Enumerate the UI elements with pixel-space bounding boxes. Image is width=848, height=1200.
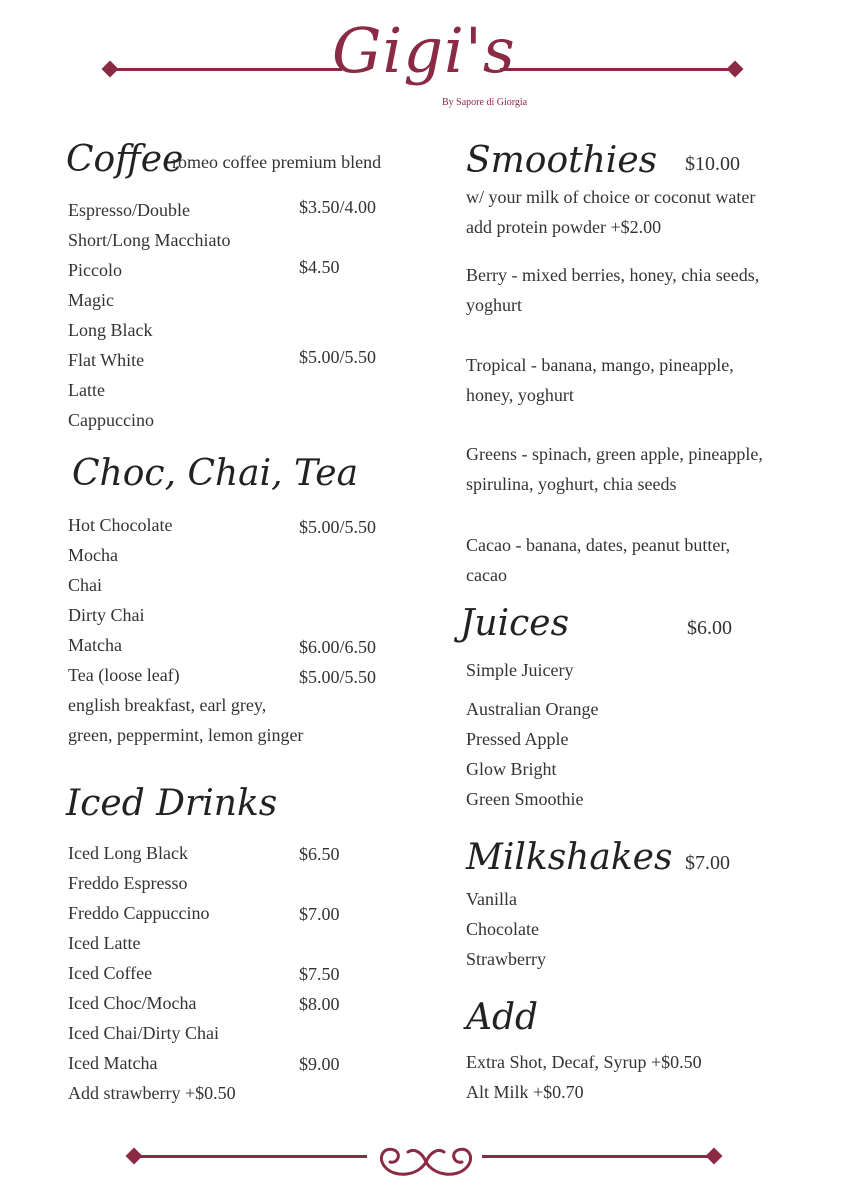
menu-item: Long Black bbox=[68, 320, 153, 340]
item-price: $6.00/6.50 bbox=[299, 637, 377, 657]
item-price: $4.50 bbox=[299, 257, 340, 277]
menu-item: Iced Latte bbox=[68, 933, 141, 953]
scroll-flourish-icon bbox=[368, 1136, 484, 1184]
menu-item: Piccolo bbox=[68, 260, 122, 280]
top-divider-left bbox=[112, 68, 342, 71]
menu-item: Freddo Espresso bbox=[68, 873, 188, 893]
item-price: $5.00/5.50 bbox=[299, 667, 377, 687]
menu-item: Iced Coffee bbox=[68, 963, 153, 983]
diamond-ornament-icon bbox=[102, 61, 119, 78]
item-price: $5.00/5.50 bbox=[299, 347, 377, 367]
logo bbox=[332, 14, 516, 87]
menu-item: Simple Juicery bbox=[466, 660, 574, 680]
menu-item: Short/Long Macchiato bbox=[68, 230, 231, 250]
menu-item: Chocolate bbox=[466, 919, 539, 939]
menu-note: w/ your milk of choice or coconut water bbox=[466, 187, 756, 207]
diamond-ornament-icon bbox=[727, 61, 744, 78]
section-price: $10.00 bbox=[685, 153, 740, 175]
juices-heading: Juices bbox=[460, 603, 570, 644]
menu-item: Iced Matcha bbox=[68, 1053, 158, 1073]
bottom-divider-right bbox=[482, 1155, 712, 1158]
menu-item: honey, yoghurt bbox=[466, 385, 574, 405]
menu-item: Tropical - banana, mango, pineapple, bbox=[466, 355, 734, 375]
menu-item: Cacao - banana, dates, peanut butter, bbox=[466, 535, 731, 555]
menu-item: english breakfast, earl grey, bbox=[68, 695, 267, 715]
choc-chai-tea-heading: Choc, Chai, Tea bbox=[72, 453, 359, 494]
item-price: $9.00 bbox=[299, 1054, 340, 1074]
menu-item: spirulina, yoghurt, chia seeds bbox=[466, 474, 677, 494]
menu-item: Mocha bbox=[68, 545, 118, 565]
menu-item: Cappuccino bbox=[68, 410, 154, 430]
section-price: $6.00 bbox=[687, 617, 732, 639]
menu-item: Berry - mixed berries, honey, chia seeds, bbox=[466, 265, 760, 285]
menu-item: Glow Bright bbox=[466, 759, 557, 779]
menu-item: Flat White bbox=[68, 350, 145, 370]
add-heading: Add bbox=[466, 997, 539, 1038]
item-price: $8.00 bbox=[299, 994, 340, 1014]
diamond-ornament-icon bbox=[706, 1148, 723, 1165]
menu-item: Dirty Chai bbox=[68, 605, 145, 625]
menu-item: Iced Choc/Mocha bbox=[68, 993, 197, 1013]
menu-item: Matcha bbox=[68, 635, 122, 655]
top-divider-right bbox=[500, 68, 732, 71]
menu-item: yoghurt bbox=[466, 295, 522, 315]
coffee-heading: Coffee bbox=[66, 139, 184, 180]
menu-item: Latte bbox=[68, 380, 105, 400]
menu-item: Pressed Apple bbox=[466, 729, 569, 749]
menu-item: Hot Chocolate bbox=[68, 515, 173, 535]
menu-item: Australian Orange bbox=[466, 699, 599, 719]
item-price: $3.50/4.00 bbox=[299, 197, 377, 217]
menu-item: Greens - spinach, green apple, pineapple, bbox=[466, 444, 763, 464]
menu-item: Add strawberry +$0.50 bbox=[68, 1083, 236, 1103]
bottom-divider-left bbox=[137, 1155, 367, 1158]
diamond-ornament-icon bbox=[126, 1148, 143, 1165]
iced-drinks-heading: Iced Drinks bbox=[66, 783, 278, 824]
menu-item: Vanilla bbox=[466, 889, 517, 909]
menu-item: Iced Chai/Dirty Chai bbox=[68, 1023, 219, 1043]
item-price: $5.00/5.50 bbox=[299, 517, 377, 537]
milkshakes-heading: Milkshakes bbox=[466, 837, 673, 878]
menu-item: Strawberry bbox=[466, 949, 546, 969]
logo-name: Gigi's bbox=[332, 14, 516, 87]
menu-note: add protein powder +$2.00 bbox=[466, 217, 662, 237]
item-price: $6.50 bbox=[299, 844, 340, 864]
menu-item: Alt Milk +$0.70 bbox=[466, 1082, 584, 1102]
menu-item: Green Smoothie bbox=[466, 789, 584, 809]
menu-item: Espresso/Double bbox=[68, 200, 190, 220]
item-price: $7.50 bbox=[299, 964, 340, 984]
menu-item: Tea (loose leaf) bbox=[68, 665, 180, 685]
menu-item: green, peppermint, lemon ginger bbox=[68, 725, 304, 745]
menu-item: Freddo Cappuccino bbox=[68, 903, 210, 923]
item-price: $7.00 bbox=[299, 904, 340, 924]
coffee-subtitle: romeo coffee premium blend bbox=[172, 152, 382, 172]
menu-item: Extra Shot, Decaf, Syrup +$0.50 bbox=[466, 1052, 702, 1072]
logo-tagline: By Sapore di Giorgia bbox=[442, 97, 528, 108]
menu-item: Iced Long Black bbox=[68, 843, 188, 863]
section-price: $7.00 bbox=[685, 852, 730, 874]
smoothies-heading: Smoothies bbox=[466, 140, 658, 181]
menu-item: cacao bbox=[466, 565, 507, 585]
menu-item: Chai bbox=[68, 575, 102, 595]
menu-item: Magic bbox=[68, 290, 114, 310]
